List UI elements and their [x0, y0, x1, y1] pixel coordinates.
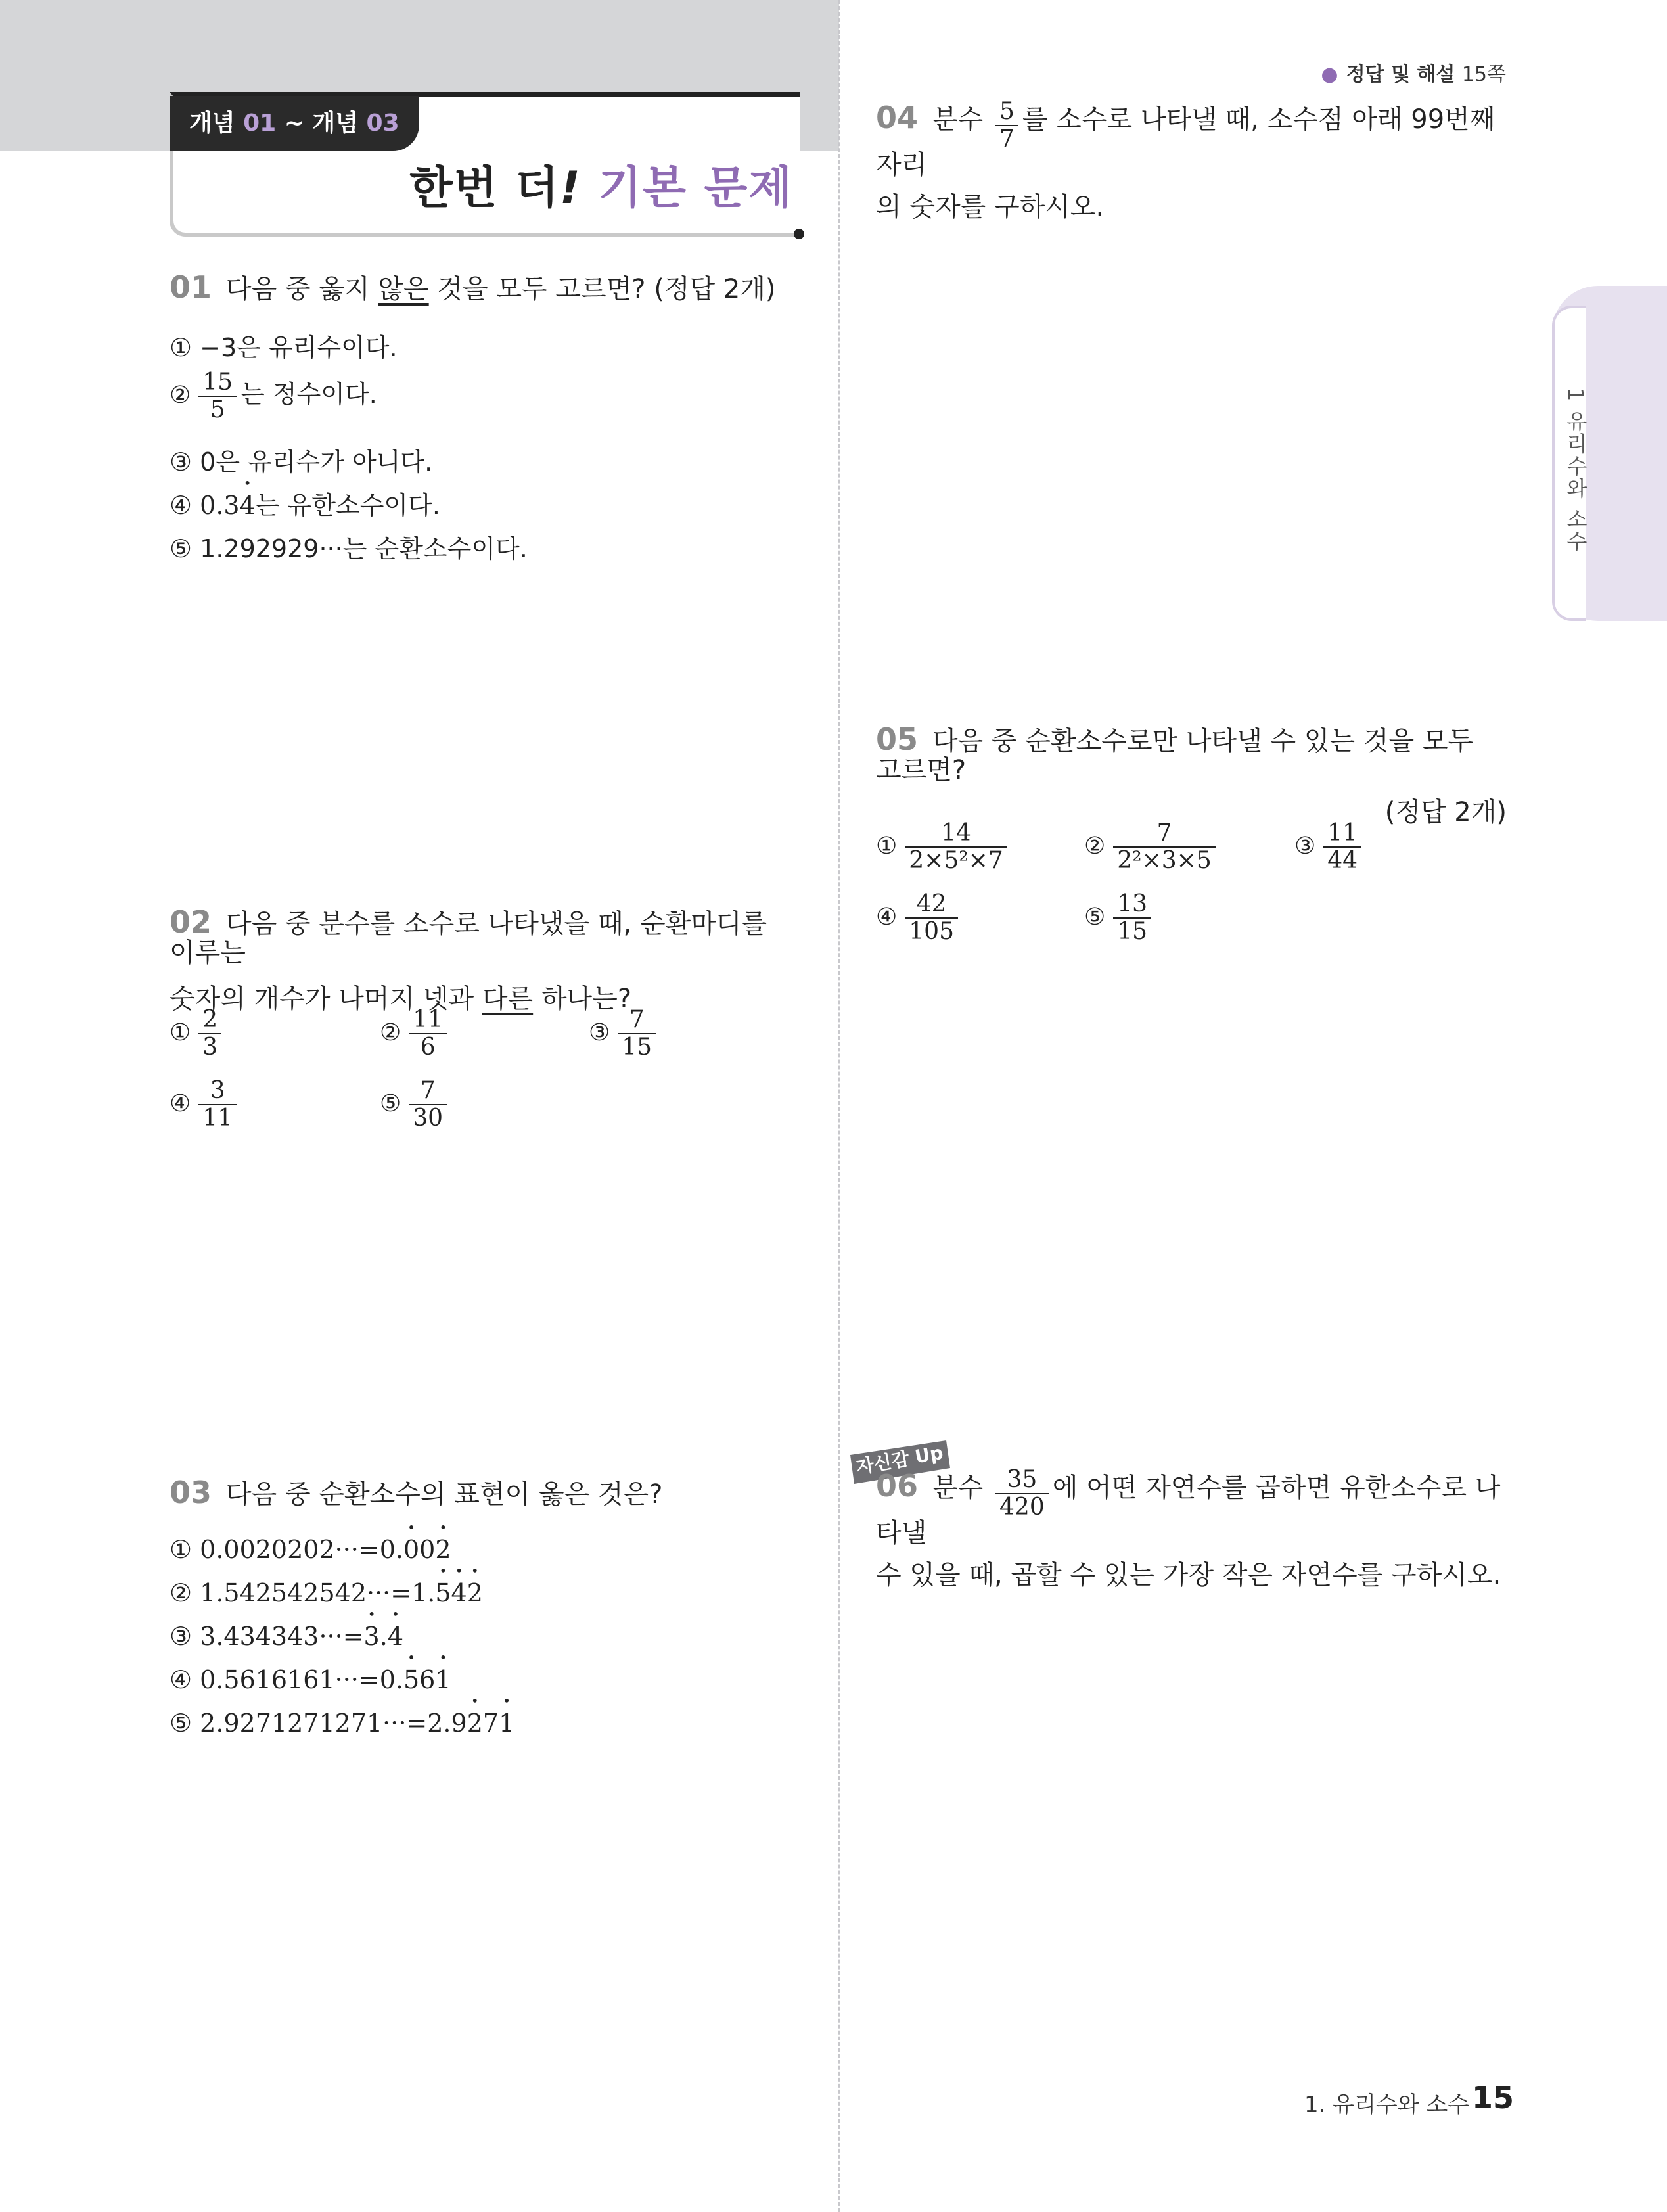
bullet-icon: ● [1321, 63, 1338, 86]
question-01 [170, 269, 776, 305]
question-04: 04 분수 $\frac{5}{7}$ 를 소수로 나타낼 때, 소수점 아래 99번째 자리 의 숫자를 구하시오. [876, 98, 1496, 223]
choice-3: ③ $\frac{11}{44}$ [1294, 820, 1365, 873]
choice-4: ④ 0.5616161···=0.• 56• 1 [170, 1665, 451, 1694]
choice-3: ③ $\frac{7}{15}$ [589, 1007, 660, 1060]
question-number: 05 [876, 722, 919, 757]
choice-5: ⑤ 1.292929···는 순환소수이다. [170, 534, 528, 563]
choice-4: ④ $\frac{3}{11}$ [170, 1078, 240, 1131]
concept-tag: 개념 01 ~ 개념 03 [170, 96, 419, 151]
choice-4: ④ 0.3• 4는 유한소수이다. [170, 485, 440, 521]
choice-5: ⑤ 2.9271271271···=2.9• 27• 1 [170, 1709, 514, 1738]
choice-5: ⑤ $\frac{7}{30}$ [380, 1078, 451, 1131]
choice-2: ② $\frac{11}{6}$ [380, 1007, 451, 1060]
question-number: 04 [876, 100, 919, 136]
choice-4: ④ $\frac{42}{105}$ [876, 891, 962, 944]
answer-reference: ● 정답 및 해설 15쪽 [1321, 63, 1506, 86]
question-03: 03 다음 중 순환소수의 표현이 옳은 것은? [170, 1475, 663, 1510]
choice-3: ③ 3.434343···=• 3.• 4 [170, 1622, 403, 1651]
question-06: 06 분수 $\frac{35}{420}$ 에 어떤 자연수를 곱하면 유한소수로 나타낼 수 있을 때, 곱할 수 있는 가장 작은 자연수를 구하시오. [876, 1466, 1501, 1591]
concept-box-dot [794, 229, 804, 239]
choice-1: ① 0.0020202···=0.• 00• 2 [170, 1535, 451, 1564]
choice-2: ② $\frac{7}{\text{2²×3×5}}$ [1084, 820, 1220, 873]
question-number: 02 [170, 904, 212, 940]
choice-1: ① $\frac{2}{3}$ [170, 1007, 225, 1060]
choice-2: ② $\frac{15}{5}$ 는 정수이다. [170, 369, 377, 423]
question-05: 05 다음 중 순환소수로만 나타낼 수 있는 것을 모두 고르면? (정답 2개) [876, 722, 1507, 827]
chapter-side-tab-label: 1 유리수와 소수 [1563, 388, 1588, 553]
column-divider [838, 0, 840, 2212]
confidence-badge: 자신감 Up [854, 1441, 945, 1479]
choice-2: ② 1.542542542···=1.• 5• 4• 2 [170, 1578, 483, 1607]
question-text: 다음 중 옳지 않은 것을 모두 고르면? (정답 2개) [226, 274, 776, 304]
choice-5: ⑤ $\frac{13}{15}$ [1084, 891, 1155, 944]
page-number: 15 [1472, 2080, 1515, 2115]
choice-1: ① $\frac{14}{\text{2×5²×7}}$ [876, 820, 1011, 873]
choice-1: ① −3은 유리수이다. [170, 333, 398, 362]
question-number: 06 [876, 1468, 919, 1504]
question-number: 03 [170, 1475, 212, 1510]
footer-chapter: 1. 유리수와 소수 [1304, 2092, 1470, 2118]
choice-3: ③ 0은 유리수가 아니다. [170, 448, 433, 476]
question-02: 02 다음 중 분수를 소수로 나타냈을 때, 순환마디를 이루는 숫자의 개수가 나머지 넷과 다른 하나는? [170, 904, 767, 1014]
question-number: 01 [170, 269, 212, 305]
page-title: 한번 더! 기본 문제 [409, 162, 793, 214]
